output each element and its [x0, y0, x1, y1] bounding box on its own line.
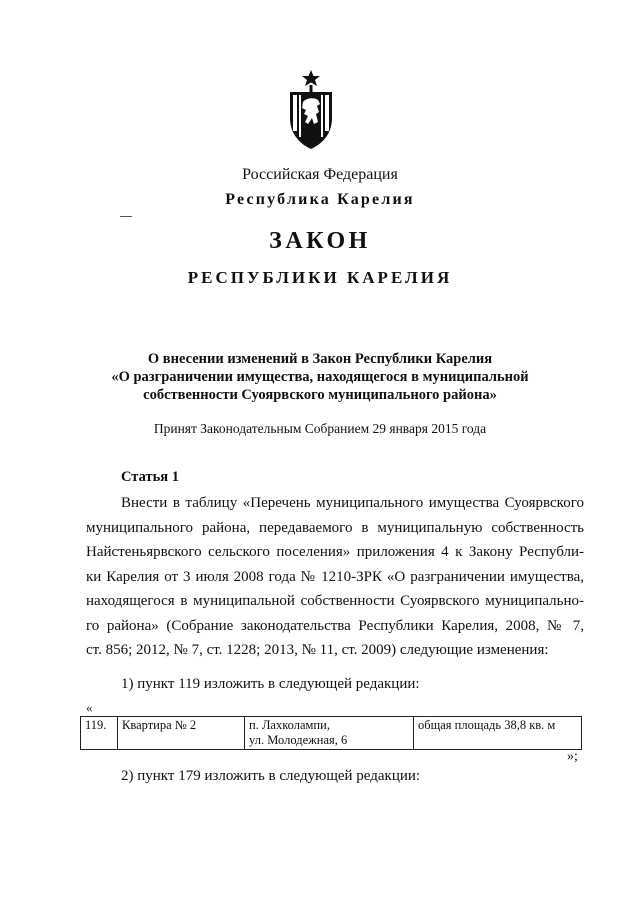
republic-name: Республика Карелия: [225, 191, 415, 208]
article-paragraph: [86, 491, 584, 663]
amendment-item-2: 2) пункт 179 изложить в следующей редакции:: [121, 768, 421, 784]
scan-mark: [120, 216, 132, 217]
table-cell-number: 119.: [81, 717, 118, 750]
paragraph-line: Внести в таблицу «Перечень муниципального имущества Суоярвского: [121, 495, 584, 511]
address-line: ул. Молодежная, 6: [249, 733, 348, 747]
paragraph-line: Найстеньярвского сельского поселения» приложения 4 к Закону Республи-: [86, 544, 584, 560]
country-name: Российская Федерация: [242, 166, 398, 183]
table-cell-name: Квартира № 2: [118, 717, 245, 750]
property-table: [80, 716, 582, 750]
table-cell-area: общая площадь 38,8 кв. м: [414, 717, 582, 750]
article-heading: Статья 1: [121, 469, 179, 485]
karelia-coat-of-arms-icon: [284, 70, 338, 150]
law-title-line: «О разграничении имущества, находящегося в муниципальной: [111, 369, 529, 385]
law-title: [0, 350, 640, 404]
opening-quote: «: [86, 700, 93, 715]
adoption-note: Принят Законодательным Собранием 29 января 2015 года: [153, 421, 487, 436]
table-row: [81, 717, 582, 750]
table-cell-address: [245, 717, 414, 750]
law-title-line: О внесении изменений в Закон Республики Карелия: [147, 351, 493, 367]
closing-quote: »;: [567, 749, 578, 764]
paragraph-line: ки Карелия от 3 июля 2008 года № 1210-ЗРК «О разграничении имущества,: [86, 568, 584, 585]
amendment-item-1: 1) пункт 119 изложить в следующей редакции:: [121, 676, 420, 692]
address-line: п. Лахколампи,: [249, 718, 330, 732]
document-type: ЗАКОН: [269, 228, 371, 254]
law-title-line: собственности Суоярвского муниципального района»: [143, 387, 497, 403]
paragraph-line: го района» (Собрание законодательства Республики Карелия, 2008, № 7,: [86, 617, 584, 634]
paragraph-line: находящегося в муниципальной собственности Суоярвского муниципально-: [86, 593, 584, 609]
document-subtype: РЕСПУБЛИКИ КАРЕЛИЯ: [187, 268, 453, 287]
paragraph-line: ст. 856; 2012, № 7, ст. 1228; 2013, № 11, ст. 2009) следующие изменения:: [86, 642, 549, 658]
paragraph-line: муниципального района, передаваемого в муниципальную собственность: [86, 519, 584, 536]
